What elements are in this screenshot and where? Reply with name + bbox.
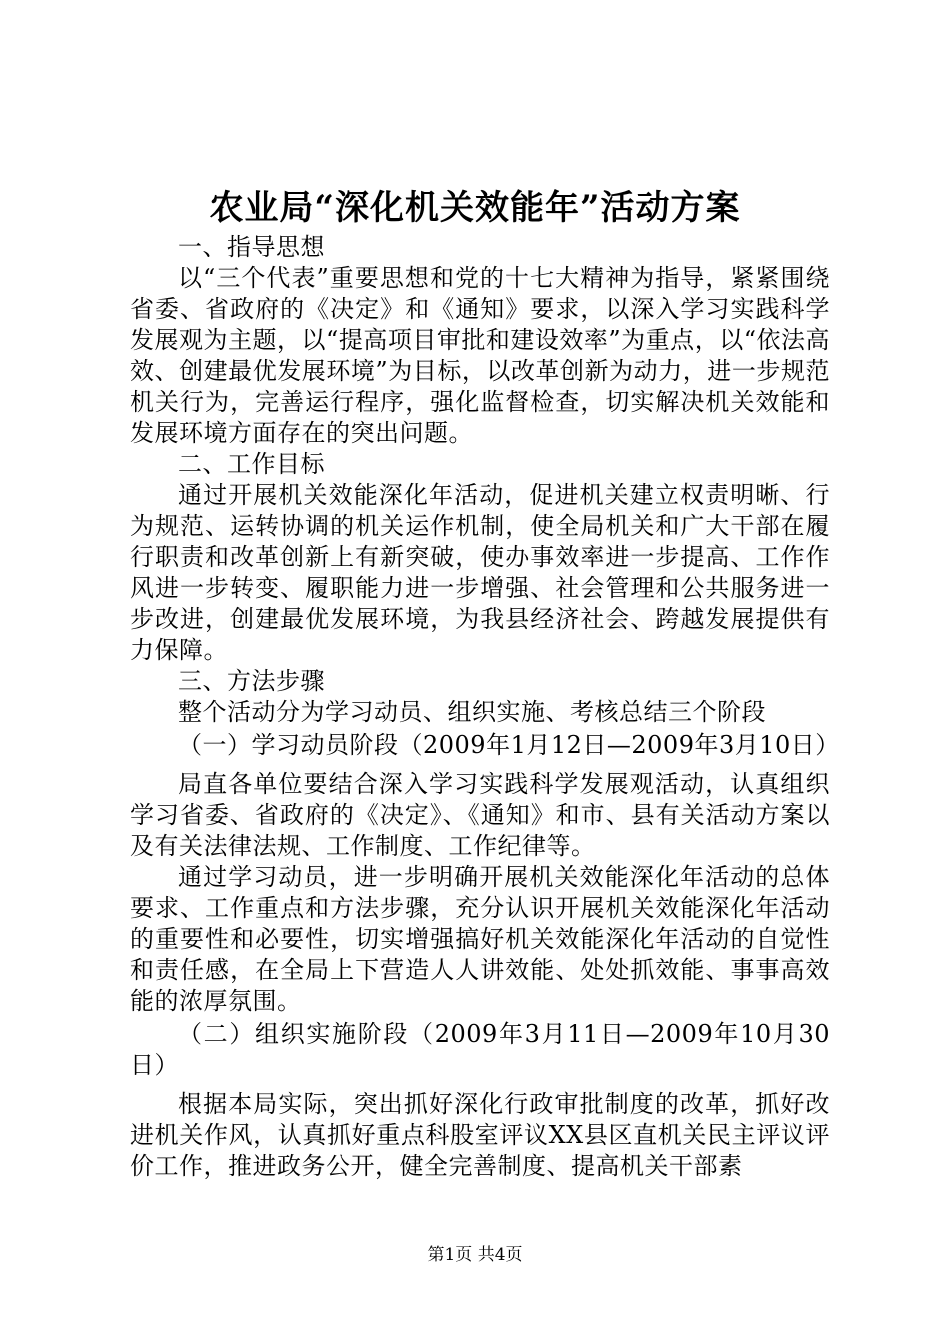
stage-heading-study-mobilization: （一）学习动员阶段（2009年1月12日—2009年3月10日）: [178, 731, 840, 759]
body-paragraph: 以“三个代表”重要思想和党的十七大精神为指导，紧紧围绕省委、省政府的《决定》和《通知》要求，以深入学习实践科学发展观为主题，以“提高项目审批和建设效率”为重点，以“依法高效、创建最优发展环境”为目标，以改革创新为动力，进一步规范机关行为，完善运行程序，强化监督检查，切实解决机关效能和发展环境方面存在的突出问题。: [130, 264, 830, 447]
body-paragraph: 整个活动分为学习动员、组织实施、考核总结三个阶段: [178, 698, 766, 726]
section-heading-method-steps: 三、方法步骤: [178, 667, 325, 695]
body-paragraph: 根据本局实际，突出抓好深化行政审批制度的改革，抓好改进机关作风，认真抓好重点科股室评议XX县区直机关民主评议评价工作，推进政务公开，健全完善制度、提高机关干部素: [130, 1090, 830, 1180]
section-heading-work-goals: 二、工作目标: [178, 450, 325, 478]
document-body: [130, 232, 840, 1182]
body-paragraph: 通过开展机关效能深化年活动，促进机关建立权责明晰、行为规范、运转协调的机关运作机制，使全局机关和广大干部在履行职责和改革创新上有新突破，使办事效率进一步提高、工作作风进一步转变、履职能力进一步增强、社会管理和公共服务进一步改进，创建最优发展环境，为我县经济社会、跨越发展提供有力保障。: [130, 481, 830, 664]
body-paragraph: 通过学习动员，进一步明确开展机关效能深化年活动的总体要求、工作重点和方法步骤，充分认识开展机关效能深化年活动的重要性和必要性，切实增强搞好机关效能深化年活动的自觉性和责任感，在全局上下营造人人讲效能、处处抓效能、事事高效能的浓厚氛围。: [130, 863, 830, 1015]
section-heading-guiding-ideology: 一、指导思想: [178, 233, 325, 261]
document-title: 农业局“深化机关效能年”活动方案: [209, 188, 741, 228]
stage-heading-implementation: （二）组织实施阶段（2009年3月11日—2009年10月30日）: [130, 1020, 830, 1079]
body-paragraph: 局直各单位要结合深入学习实践科学发展观活动，认真组织学习省委、省政府的《决定》、《通知》和市、县有关活动方案以及有关法律法规、工作制度、工作纪律等。: [130, 770, 830, 860]
page-number-footer: 第1页 共4页: [427, 1245, 523, 1265]
